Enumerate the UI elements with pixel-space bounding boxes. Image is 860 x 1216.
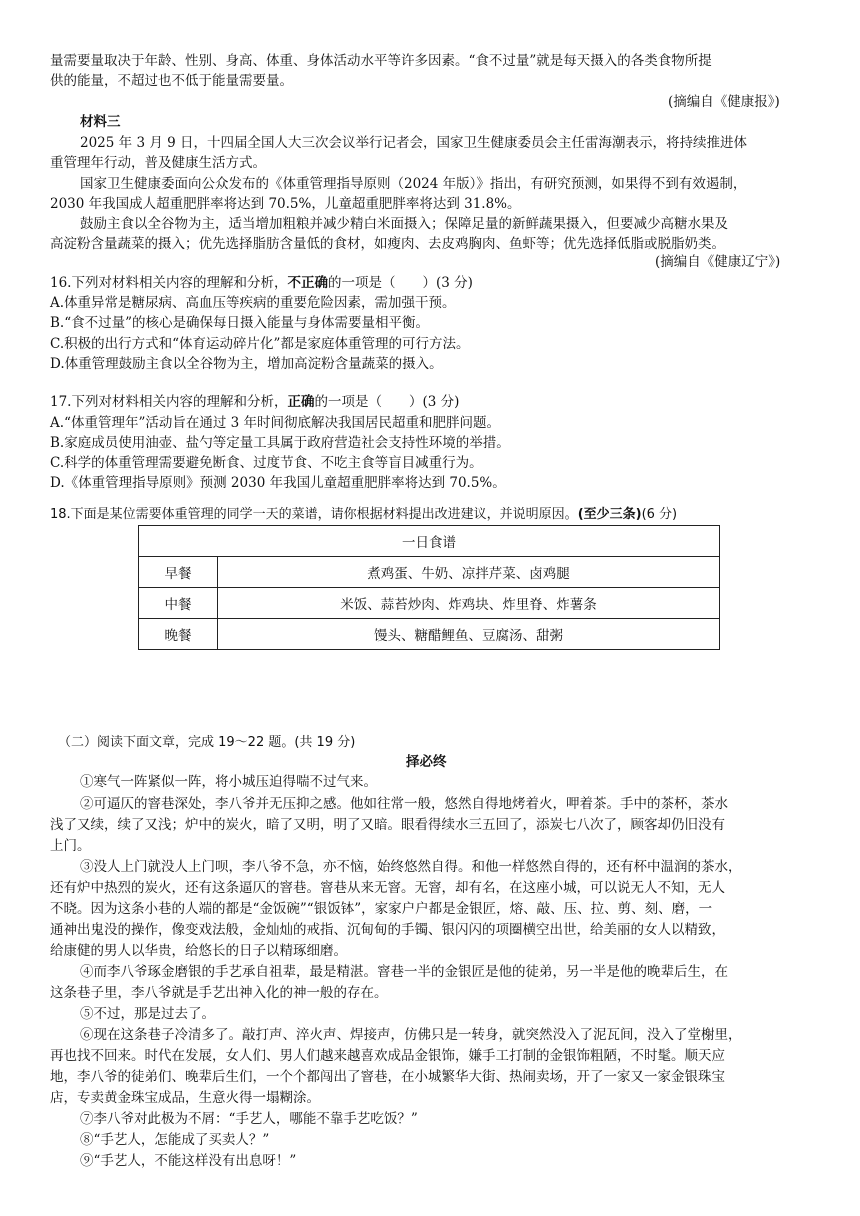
material3-p1-line2: 重管理年行动，普及健康生活方式。: [50, 155, 266, 171]
q16-option-b: B.“食不过量”的核心是确保每日摄入能量与身体需要量相平衡。: [50, 315, 430, 331]
menu-meal-dinner: 晚餐: [139, 619, 218, 650]
story-line: 浅了又续，续了又浅；炉中的炭火，暗了又明，明了又暗。眼看得续水三五回了，添炭七八次了，顾客却仍旧没有: [50, 817, 725, 833]
material3-p1-line1: 2025 年 3 月 9 日，十四届全国人大三次会议举行记者会，国家卫生健康委员会主任雷海潮表示，将持续推进体: [80, 135, 747, 151]
q16-stem-pre: 16.下列对材料相关内容的理解和分析，: [50, 275, 288, 291]
menu-meal-lunch: 中餐: [139, 588, 218, 619]
material3-p3-line2: 高淀粉含量蔬菜的摄入；优先选择脂肪含量低的食材，如瘦肉、去皮鸡胸肉、鱼虾等；优先选择低脂或脱脂奶类。: [50, 236, 725, 252]
q17-stem-bold: 正确: [287, 394, 315, 410]
menu-row-lunch: [139, 588, 720, 619]
story-line: 再也找不回来。时代在发展，女人们、男人们越来越喜欢成品金银饰，嫌手工打制的金银饰粗陋，不时髦。顺天应: [50, 1048, 725, 1064]
intro-line-1: 量需要量取决于年龄、性别、身高、体重、身体活动水平等许多因素。“食不过量”就是每天摄入的各类食物所提: [50, 53, 712, 69]
q18-stem-bold: (至少三条): [577, 507, 642, 522]
q17-stem-post: 的一项是（ ）(3 分): [314, 394, 460, 410]
q17-option-b: B.家庭成员使用油壶、盐勺等定量工具属于政府营造社会支持性环境的举措。: [50, 435, 510, 451]
story-line: 这条巷子里，李八爷就是手艺出神入化的神一般的存在。: [50, 985, 388, 1001]
story-line: ⑤不过，那是过去了。: [80, 1006, 215, 1022]
q16-stem: [50, 273, 473, 293]
story-line: ③没人上门就没人上门呗，李八爷不急，亦不恼，始终悠然自得。和他一样悠然自得的，还有杯中温润的茶水，: [80, 859, 742, 875]
q16-option-a: A.体重异常是糖尿病、高血压等疾病的重要危险因素，需加强干预。: [50, 295, 456, 311]
material3-heading: 材料三: [80, 114, 121, 130]
menu-items-dinner: 馒头、糖醋鲤鱼、豆腐汤、甜粥: [218, 619, 720, 650]
story-line: ⑨“手艺人，不能这样没有出息呀！”: [80, 1153, 297, 1169]
story-line: ⑦李八爷对此极为不屑：“手艺人，哪能不靠手艺吃饭？”: [80, 1111, 418, 1127]
story-line: 通神出鬼没的操作，像变戏法般，金灿灿的戒指、沉甸甸的手镯、银闪闪的项圈横空出世，给美丽的女人以精致，: [50, 922, 725, 938]
story-line: ⑥现在这条巷子冷清多了。敲打声、淬火声、焊接声，仿佛只是一转身，就突然没入了泥瓦间，没入了堂榭里，: [80, 1027, 742, 1043]
q16-option-d: D.体重管理鼓励主食以全谷物为主，增加高淀粉含量蔬菜的摄入。: [50, 356, 443, 372]
q17-stem: [50, 392, 459, 412]
q17-option-d: D.《体重管理指导原则》预测 2030 年我国儿童超重肥胖率将达到 70.5%。: [50, 475, 506, 491]
menu-items-lunch: 米饭、蒜苔炒肉、炸鸡块、炸里脊、炸薯条: [218, 588, 720, 619]
q17-option-c: C.科学的体重管理需要避免断食、过度节食、不吃主食等盲目减重行为。: [50, 455, 483, 471]
story-line: 店，专卖黄金珠宝成品，生意火得一塌糊涂。: [50, 1090, 320, 1106]
material3-p2-line1: 国家卫生健康委面向公众发布的《体重管理指导原则（2024 年版）》指出，有研究预测，如果得不到有效遏制，: [80, 176, 747, 192]
material3-p2-line2: 2030 年我国成人超重肥胖率将达到 70.5%，儿童超重肥胖率将达到 31.8%。: [50, 196, 521, 212]
section2-header: （二）阅读下面文章，完成 19～22 题。(共 19 分): [58, 735, 356, 750]
story-line: 地，李八爷的徒弟们、晚辈后生们，一个个都闯出了窨巷，在小城繁华大街、热闹卖场，开了一家又一家金银珠宝: [50, 1069, 725, 1085]
q16-stem-post: 的一项是（ ）(3 分): [327, 275, 473, 291]
material3-source: (摘编自《健康辽宁》): [655, 254, 781, 270]
story-line: ②可逼仄的窨巷深处，李八爷并无压抑之感。他如往常一般，悠然自得地烤着火，呷着茶。手中的茶杯，茶水: [80, 796, 728, 812]
menu-table: [138, 525, 720, 650]
menu-title: 一日食谱: [139, 526, 720, 557]
menu-title-row: [139, 526, 720, 557]
q18-stem-post: (6 分): [641, 507, 678, 522]
story-line: 上门。: [50, 838, 91, 854]
story-line: ①寒气一阵紧似一阵，将小城压迫得喘不过气来。: [80, 774, 377, 790]
material3-p3-line1: 鼓励主食以全谷物为主，适当增加粗粮并减少精白米面摄入；保障足量的新鲜蔬果摄入，但要减少高糖水果及: [80, 216, 728, 232]
q16-stem-bold: 不正确: [287, 275, 328, 291]
story-line: 还有炉中热烈的炭火，还有这条逼仄的窨巷。窨巷从来无窨。无窨，却有名，在这座小城，可以说无人不知，无人: [50, 880, 725, 896]
menu-items-breakfast: 煮鸡蛋、牛奶、凉拌芹菜、卤鸡腿: [218, 557, 720, 588]
q17-stem-pre: 17.下列对材料相关内容的理解和分析，: [50, 394, 288, 410]
intro-line-2: 供的能量，不超过也不低于能量需要量。: [50, 73, 293, 89]
story-line: ⑧“手艺人，怎能成了买卖人？”: [80, 1132, 270, 1148]
intro-source: (摘编自《健康报》): [668, 94, 780, 110]
story-line: 不晓。因为这条小巷的人端的都是“金饭碗”“银饭钵”，家家户户都是金银匠，熔、敲、压、拉、剪、刻、磨，一: [50, 901, 713, 917]
story-line: 给康健的男人以华贵，给悠长的日子以精琢细磨。: [50, 943, 347, 959]
q18-stem-pre: 18.下面是某位需要体重管理的同学一天的菜谱，请你根据材料提出改进建议，并说明原因。: [50, 507, 578, 522]
menu-row-breakfast: [139, 557, 720, 588]
q17-option-a: A.“体重管理年”活动旨在通过 3 年时间彻底解决我国居民超重和肥胖问题。: [50, 415, 501, 431]
menu-row-dinner: [139, 619, 720, 650]
story-title: 择必终: [406, 754, 447, 770]
story-line: ④而李八爷琢金磨银的手艺承自祖辈，最是精湛。窨巷一半的金银匠是他的徒弟，另一半是他的晚辈后生，在: [80, 964, 728, 980]
menu-meal-breakfast: 早餐: [139, 557, 218, 588]
q16-option-c: C.积极的出行方式和“体育运动碎片化”都是家庭体重管理的可行方法。: [50, 336, 470, 352]
q18-stem: [50, 505, 677, 525]
